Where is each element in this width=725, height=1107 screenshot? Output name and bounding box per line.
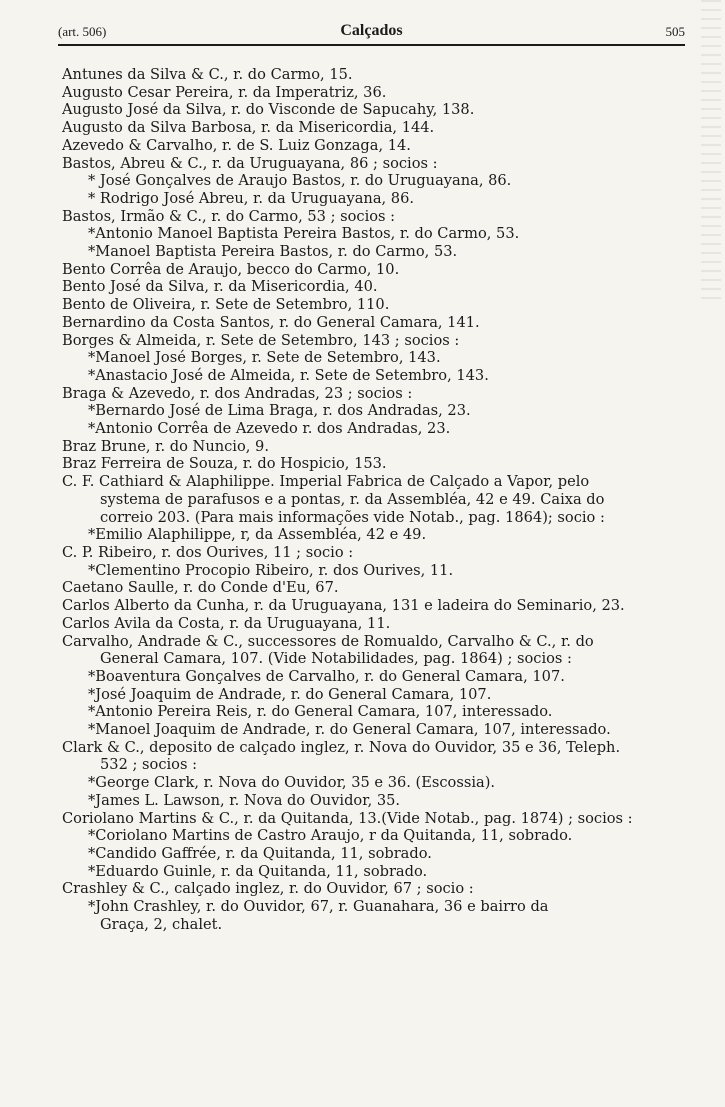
entry-line: Clark & C., deposito de calçado inglez, r. Nova do Ouvidor, 35 e 36, Teleph. [62,738,621,756]
page-number: 505 [665,24,685,39]
continuation-line: correio 203. (Para mais informações vide Notab., pag. 1864); socio : [100,508,605,526]
directory-entry [62,332,685,385]
partner-line: *Clementino Procopio Ribeiro, r. dos Ourives, 11. [88,561,454,579]
partner-line: *Bernardo José de Lima Braga, r. dos Andradas, 23. [88,402,471,420]
entry-line: Augusto José da Silva, r. do Visconde de Sapucahy, 138. [62,101,475,119]
entry-line: Bento Corrêa de Araujo, becco do Carmo, 10. [62,260,400,278]
directory-entry [62,208,685,261]
directory-entry [62,84,685,102]
entry-line: Azevedo & Carvalho, r. de S. Luiz Gonzaga, 14. [62,136,411,154]
entry-line: Braz Ferreira de Souza, r. do Hospicio, 153. [62,455,387,473]
entry-line: Carlos Avila da Costa, r. da Uruguayana, 11. [62,614,391,632]
directory-entry [62,438,685,456]
partner-line: *Manoel José Borges, r. Sete de Setembro, 143. [88,349,441,367]
directory-entry [62,296,685,314]
partner-line: *John Crashley, r. do Ouvidor, 67, r. Guanahara, 36 e bairro da [88,898,549,916]
entry-line: Bastos, Abreu & C., r. da Uruguayana, 86 ; socios : [62,154,438,172]
directory-entry [62,314,685,332]
partner-line: *José Joaquim de Andrade, r. do General Camara, 107. [88,685,492,703]
partner-line: *Manoel Joaquim de Andrade, r. do General Camara, 107, interessado. [88,721,611,739]
directory-entry [62,739,685,810]
partner-line: *George Clark, r. Nova do Ouvidor, 35 e 36. (Escossia). [88,774,496,792]
directory-entry [62,544,685,579]
entry-line: Borges & Almeida, r. Sete de Setembro, 143 ; socios : [62,331,460,349]
partner-line: *Emilio Alaphilippe, r, da Assembléa, 42 e 49. [88,526,427,544]
directory-entry [62,155,685,208]
entry-line: Bento de Oliveira, r. Sete de Setembro, 110. [62,296,390,314]
entry-line: Carvalho, Andrade & C., successores de Romualdo, Carvalho & C., r. do [62,632,594,650]
continuation-line: General Camara, 107. (Vide Notabilidades, pag. 1864) ; socios : [100,650,572,668]
partner-line: *Candido Gaffrée, r. da Quitanda, 11, sobrado. [88,844,432,862]
page-header [58,22,685,44]
entry-line: Crashley & C., calçado inglez, r. do Ouvidor, 67 ; socio : [62,880,474,898]
partner-line: *Coriolano Martins de Castro Araujo, r da Quitanda, 11, sobrado. [88,827,573,845]
directory-list [62,66,685,933]
page-edge-marks [685,0,725,1107]
directory-entry [62,66,685,84]
entry-line: Coriolano Martins & C., r. da Quitanda, 13.(Vide Notab., pag. 1874) ; socios : [62,809,633,827]
entry-line: Bernardino da Costa Santos, r. do General Camara, 141. [62,313,480,331]
directory-entry [62,101,685,119]
partner-line: *Manoel Baptista Pereira Bastos, r. do Carmo, 53. [88,243,458,261]
directory-entry [62,455,685,473]
partner-line: *Antonio Pereira Reis, r. do General Camara, 107, interessado. [88,703,553,721]
entry-line: Carlos Alberto da Cunha, r. da Uruguayana, 131 e ladeira do Seminario, 23. [62,597,625,615]
directory-entry [62,810,685,881]
directory-entry [62,137,685,155]
directory-entry [62,278,685,296]
entry-line: Augusto Cesar Pereira, r. da Imperatriz, 36. [62,83,387,101]
partner-line: *Anastacio José de Almeida, r. Sete de Setembro, 143. [88,366,489,384]
directory-entry [62,597,685,615]
partner-line: *Eduardo Guinle, r. da Quitanda, 11, sobrado. [88,862,428,880]
partner-line: *James L. Lawson, r. Nova do Ouvidor, 35. [88,791,401,809]
partner-line: * José Gonçalves de Araujo Bastos, r. do Uruguayana, 86. [88,172,512,190]
article-ref: (art. 506) [58,24,107,39]
partner-line: *Boaventura Gonçalves de Carvalho, r. do General Camara, 107. [88,667,565,685]
entry-line: Augusto da Silva Barbosa, r. da Misericordia, 144. [62,119,435,137]
entry-line: Braz Brune, r. do Nuncio, 9. [62,437,269,455]
directory-entry [62,385,685,438]
directory-entry [62,633,685,739]
entry-line: Braga & Azevedo, r. dos Andradas, 23 ; socios : [62,384,413,402]
entry-line: Caetano Saulle, r. do Conde d'Eu, 67. [62,579,339,597]
header-rule [58,44,685,46]
directory-entry [62,615,685,633]
page-title: Calçados [340,22,403,39]
directory-entry [62,261,685,279]
partner-line: *Antonio Corrêa de Azevedo r. dos Andradas, 23. [88,420,451,438]
entry-line: C. P. Ribeiro, r. dos Ourives, 11 ; socio : [62,543,354,561]
continuation-line: Graça, 2, chalet. [100,915,223,933]
entry-line: Bastos, Irmão & C., r. do Carmo, 53 ; socios : [62,207,396,225]
entry-line: C. F. Cathiard & Alaphilippe. Imperial Fabrica de Calçado a Vapor, pelo [62,473,590,491]
directory-entry [62,119,685,137]
entry-line: Antunes da Silva & C., r. do Carmo, 15. [62,66,353,83]
continuation-line: 532 ; socios : [100,756,197,774]
partner-line: *Antonio Manoel Baptista Pereira Bastos, r. do Carmo, 53. [88,225,520,243]
entry-line: Bento José da Silva, r. da Misericordia, 40. [62,278,378,296]
directory-entry [62,579,685,597]
directory-entry [62,473,685,544]
partner-line: * Rodrigo José Abreu, r. da Uruguayana, 86. [88,189,415,207]
continuation-line: systema de parafusos e a pontas, r. da Assembléa, 42 e 49. Caixa do [100,490,605,508]
directory-entry [62,880,685,933]
